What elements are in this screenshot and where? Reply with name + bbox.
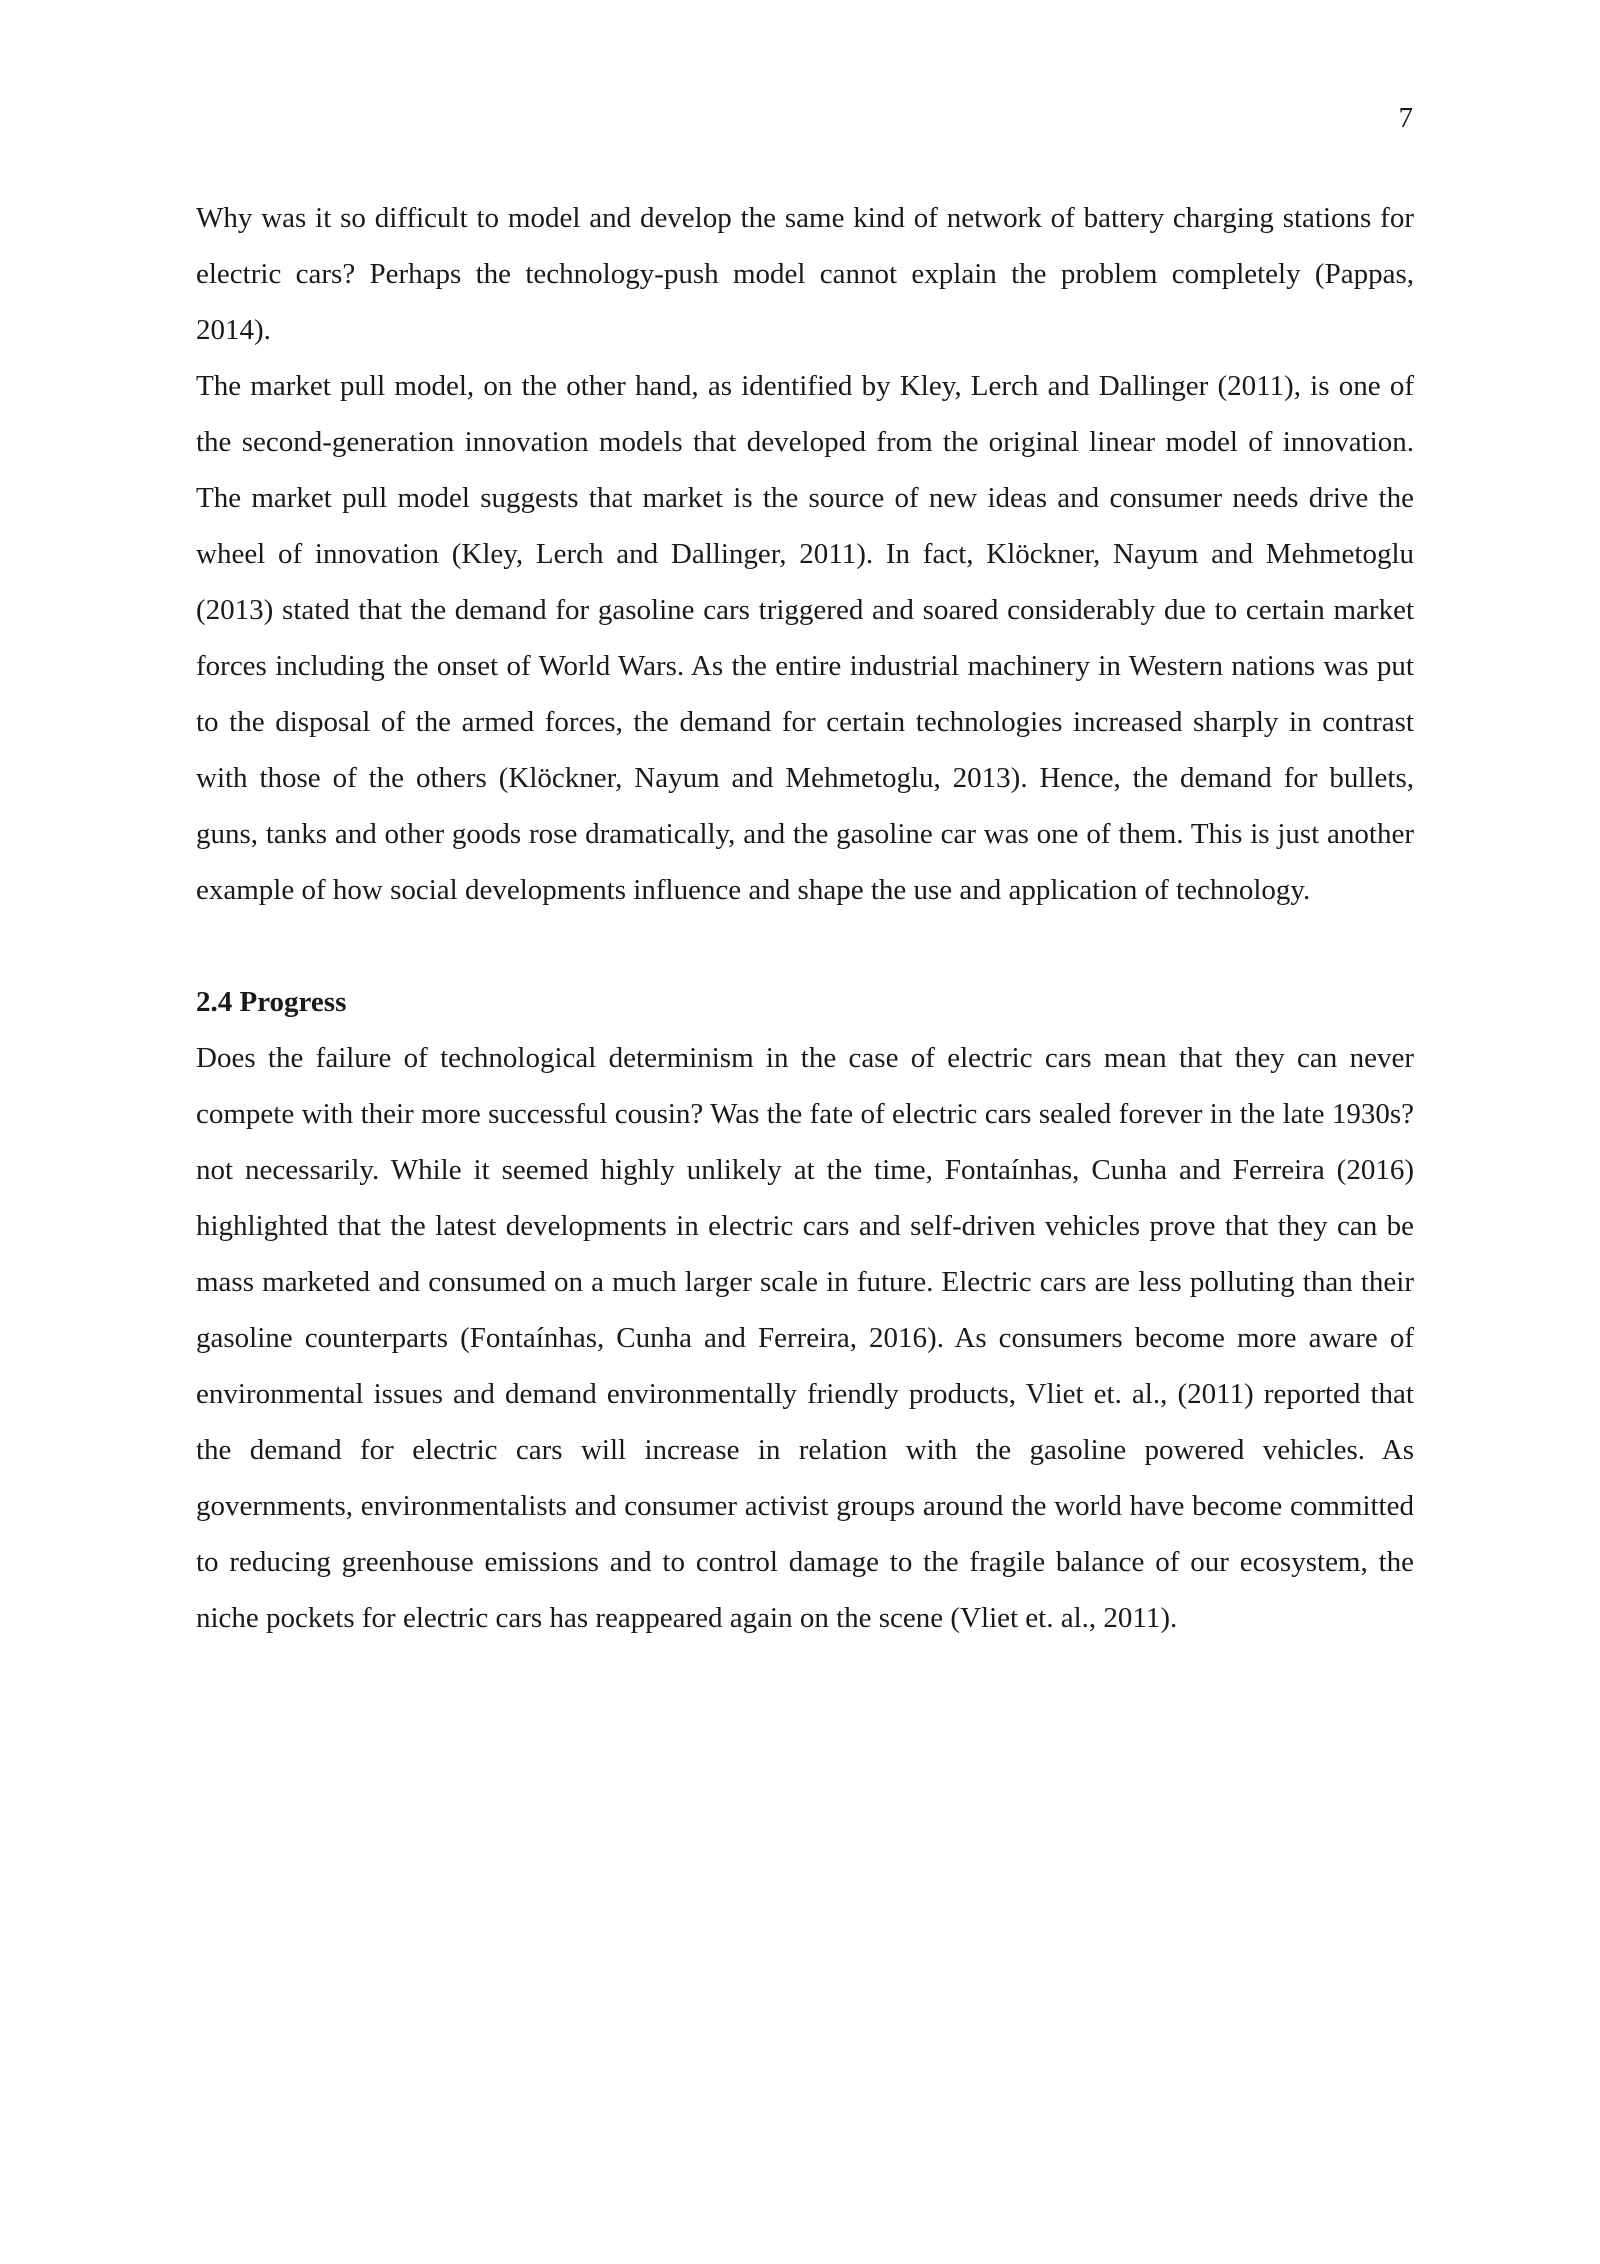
paragraph-progress: Does the failure of technological determinism in the case of electric cars mean that they can never compete with their more successful cousin? Was the fate of electric cars sealed forever in the late 1930s? not necessarily. While it seemed highly unlikely at the time, Fontaínhas, Cunha and Ferreira (2016) highlighted that the latest developments in electric cars and self-driven vehicles prove that they can be mass marketed and consumed on a much larger scale in future. Electric cars are less polluting than their gasoline counterparts (Fontaínhas, Cunha and Ferreira, 2016). As consumers become more aware of environmental issues and demand environmentally friendly products, Vliet et. al., (2011) reported that the demand for electric cars will increase in relation with the gasoline powered vehicles. As governments, environmentalists and consumer activist groups around the world have become committed to reducing greenhouse emissions and to control damage to the fragile balance of our ecosystem, the niche pockets for electric cars has reappeared again on the scene (Vliet et. al., 2011). xyxy=(196,1042,1414,1634)
section-heading-progress: 2.4 Progress xyxy=(196,986,347,1018)
paragraph-charging-stations: Why was it so difficult to model and develop the same kind of network of battery charging stations for electric cars? Perhaps the technology-push model cannot explain the problem completely (Pappas, 2014). xyxy=(196,202,1414,346)
page-number: 7 xyxy=(1398,102,1413,134)
paragraph-market-pull-model: The market pull model, on the other hand, as identified by Kley, Lerch and Dallinger (2011), is one of the second-generation innovation models that developed from the original linear model of innovation. The market pull model suggests that market is the source of new ideas and consumer needs drive the wheel of innovation (Kley, Lerch and Dallinger, 2011). In fact, Klöckner, Nayum and Mehmetoglu (2013) stated that the demand for gasoline cars triggered and soared considerably due to certain market forces including the onset of World Wars. As the entire industrial machinery in Western nations was put to the disposal of the armed forces, the demand for certain technologies increased sharply in contrast with those of the others (Klöckner, Nayum and Mehmetoglu, 2013). Hence, the demand for bullets, guns, tanks and other goods rose dramatically, and the gasoline car was one of them. This is just another example of how social developments influence and shape the use and application of technology. xyxy=(196,370,1414,906)
page-content xyxy=(196,190,1414,1646)
